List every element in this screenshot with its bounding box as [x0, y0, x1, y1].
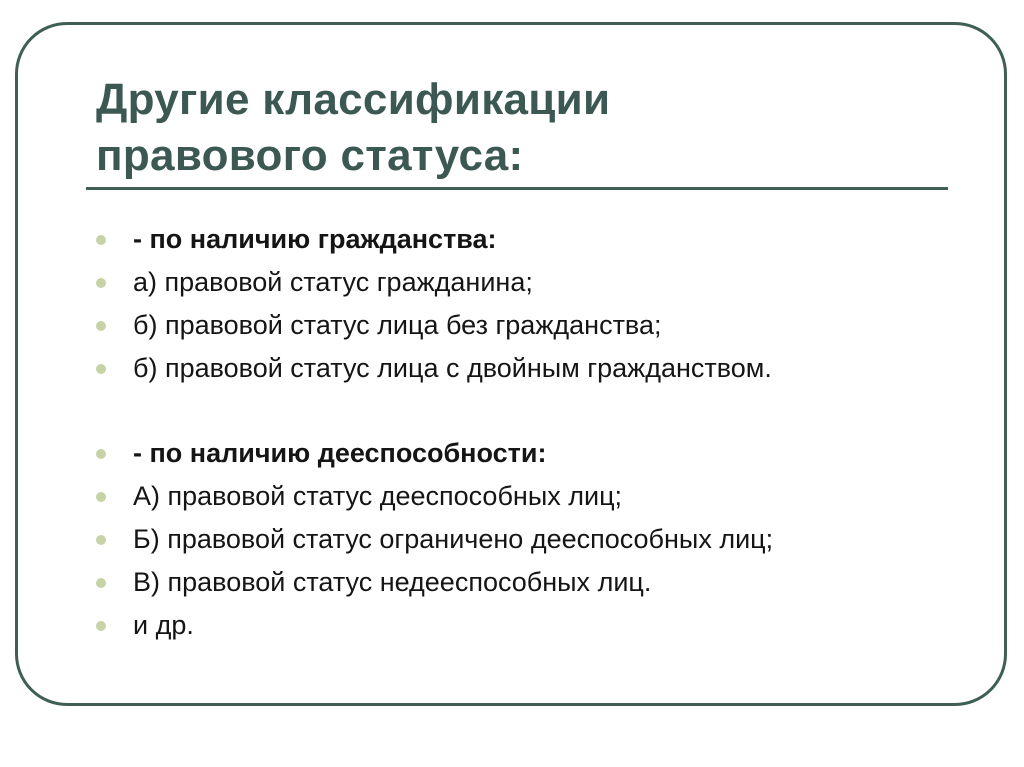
bullet-dot-icon: [96, 535, 106, 545]
list-item: [96, 475, 976, 518]
list-item: [96, 561, 976, 604]
slide-title-line-2: правового статуса:: [96, 131, 524, 180]
title-divider: [86, 187, 948, 190]
bullet-dot-icon: [96, 492, 106, 502]
list-heading-text: - по наличию гражданства:: [133, 224, 497, 254]
slide-title: [96, 72, 896, 184]
bullet-dot-icon: [96, 364, 106, 374]
list-item-text: б) правовой статус лица без гражданства;: [133, 310, 662, 340]
bullet-dot-icon: [96, 621, 106, 631]
list-item-text: и др.: [133, 610, 194, 640]
bullet-dot-icon: [96, 278, 106, 288]
list-item-text: В) правовой статус недееспособных лиц.: [133, 567, 652, 597]
list-item: [96, 604, 976, 647]
list-heading-citizenship: [96, 218, 976, 261]
list-item: [96, 518, 976, 561]
bullet-dot-icon: [96, 578, 106, 588]
slide-title-line-1: Другие классификации: [96, 75, 611, 124]
list-item-text: б) правовой статус лица с двойным гражданством.: [133, 353, 772, 383]
list-item-text: А) правовой статус дееспособных лиц;: [133, 481, 623, 511]
list-item-text: а) правовой статус гражданина;: [133, 267, 533, 297]
list-heading-text: - по наличию дееспособности:: [133, 438, 547, 468]
list-spacer: [96, 390, 976, 432]
list-item: [96, 347, 976, 390]
list-item: [96, 261, 976, 304]
bullet-list: [96, 218, 976, 647]
list-item: [96, 304, 976, 347]
bullet-dot-icon: [96, 321, 106, 331]
list-heading-capacity: [96, 432, 976, 475]
bullet-dot-icon: [96, 235, 106, 245]
bullet-dot-icon: [96, 449, 106, 459]
list-item-text: Б) правовой статус ограничено дееспособных лиц;: [133, 524, 774, 554]
